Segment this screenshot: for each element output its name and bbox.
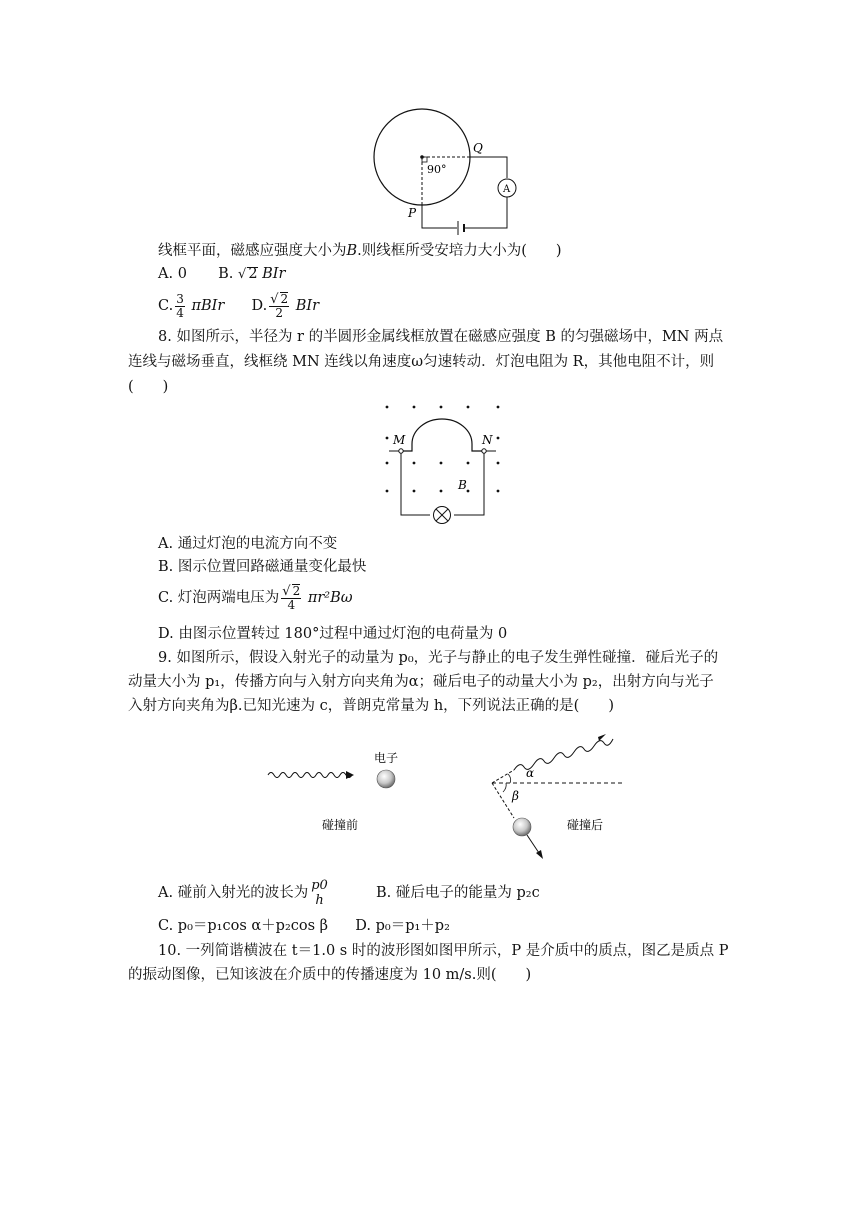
alpha-arc <box>508 774 511 783</box>
q7-option-b-label: B. <box>218 266 234 282</box>
q7-stem-text: 线框平面，磁感应强度大小为 <box>158 243 347 259</box>
q7-options-ab <box>158 265 285 284</box>
q9-option-c: C. p₀＝p₁cos α＋p₂cos β <box>158 918 329 934</box>
q9-option-d: D. p₀＝p₁＋p₂ <box>355 918 450 934</box>
q8-option-c-tail: πr²Bω <box>307 590 353 606</box>
electron-label: 电子 <box>374 751 399 765</box>
semicircle-frame <box>403 419 482 451</box>
angle-label: 90° <box>427 163 447 176</box>
q7-stem-end: .则线框所受安培力大小为( ) <box>357 243 562 259</box>
after-label: 碰撞后 <box>567 818 604 832</box>
q8-c-num <box>281 584 301 599</box>
q7-c-num: 3 <box>176 291 184 306</box>
q8-option-c-text: C. 灯泡两端电压为 <box>158 590 280 606</box>
electron-velocity-line <box>527 835 539 853</box>
electron-ball-before <box>377 770 395 788</box>
terminal-n <box>482 449 486 453</box>
q7-option-b-tail: BIr <box>262 266 286 282</box>
q7-option-b-radicand: 2 <box>248 266 258 282</box>
sqrt-icon: √ <box>270 292 279 307</box>
q7-option-d-tail: BIr <box>295 298 320 314</box>
alpha-label: α <box>526 766 535 780</box>
q8-option-a: A. 通过灯泡的电流方向不变 <box>158 536 338 552</box>
q9-line-2: 动量大小为 p₁，传播方向与入射方向夹角为α；碰后电子的动量大小为 p₂，出射方向与光子 <box>128 674 714 690</box>
q8-line-1: 8. 如图所示，半径为 r 的半圆形金属线框放置在磁感应强度 B 的匀强磁场中，MN 两点 <box>158 329 724 345</box>
q9-option-a-text: A. 碰前入射光的波长为 <box>158 885 309 901</box>
q7-option-c-label: C. <box>158 298 174 314</box>
figure-q7-circuit <box>360 100 530 240</box>
scattered-arrow-head <box>598 734 606 741</box>
q8-line-3: ( ) <box>128 379 169 395</box>
figure-q8-magnetic-field <box>375 398 515 528</box>
q9-a-num: p0 <box>311 878 328 893</box>
q7-options-cd <box>158 291 319 321</box>
q7-option-a: A. 0 <box>158 266 187 282</box>
q7-stem <box>158 242 562 260</box>
terminal-m <box>399 449 403 453</box>
q7-d-den: 2 <box>275 306 284 320</box>
q9-option-b: B. 碰后电子的能量为 p₂c <box>376 885 540 901</box>
q7-var-b: B <box>346 243 358 259</box>
electron-direction-dashed <box>492 783 514 818</box>
q9-a-den: h <box>315 893 324 908</box>
figure-q9-compton <box>262 722 642 862</box>
q8-option-c <box>158 583 353 613</box>
label-b: B <box>458 478 467 492</box>
label-q: Q <box>473 141 483 155</box>
label-p: P <box>408 206 417 220</box>
q8-line-2: 连线与磁场垂直，线框绕 MN 连线以角速度ω匀速转动．灯泡电阻为 R，其他电阻不计，则 <box>128 354 715 370</box>
q8-option-b: B. 图示位置回路磁通量变化最快 <box>158 559 367 575</box>
q9-option-a-fraction <box>310 878 329 908</box>
q9-line-1: 9. 如图所示，假设入射光子的动量为 p₀，光子与静止的电子发生弹性碰撞．碰后光子的 <box>158 650 719 666</box>
ammeter-label: A <box>503 184 511 195</box>
q9-options-ab <box>158 876 540 910</box>
q7-d-radicand: 2 <box>280 292 289 306</box>
sqrt-icon: √ <box>238 267 247 282</box>
beta-label: β <box>512 789 519 803</box>
q9-line-3: 入射方向夹角为β.已知光速为 c，普朗克常量为 h，下列说法正确的是( ) <box>128 698 614 714</box>
q7-option-d-fraction <box>269 292 289 320</box>
q8-c-den: 4 <box>287 598 296 612</box>
beta-arc <box>503 783 506 792</box>
q10-line-1: 10. 一列简谐横波在 t＝1.0 s 时的波形图如图甲所示，P 是介质中的质点，图乙是质点 P <box>158 943 729 959</box>
q8-option-d: D. 由图示位置转过 180°过程中通过灯泡的电荷量为 0 <box>158 626 508 642</box>
q7-option-c-fraction <box>175 293 185 320</box>
electron-ball-after <box>513 818 531 836</box>
q8-c-radicand: 2 <box>292 584 301 598</box>
q9-options-cd <box>158 917 450 935</box>
q7-c-den: 4 <box>176 305 184 320</box>
q8-option-c-fraction <box>281 584 301 612</box>
sqrt-icon: √ <box>282 584 291 599</box>
q7-option-d-label: D. <box>251 298 268 314</box>
label-n: N <box>482 433 493 447</box>
circuit-wire <box>401 453 430 515</box>
before-label: 碰撞前 <box>322 818 359 832</box>
wire-right <box>470 157 507 178</box>
q7-d-num <box>269 292 289 307</box>
incident-photon-wave <box>268 773 352 778</box>
electron-arrow-head <box>536 850 543 859</box>
incident-arrow-head <box>346 771 354 779</box>
label-m: M <box>393 433 406 447</box>
q7-option-c-tail: πBIr <box>191 298 225 314</box>
q10-line-2: 的振动图像，已知该波在介质中的传播速度为 10 m/s.则( ) <box>128 967 532 983</box>
